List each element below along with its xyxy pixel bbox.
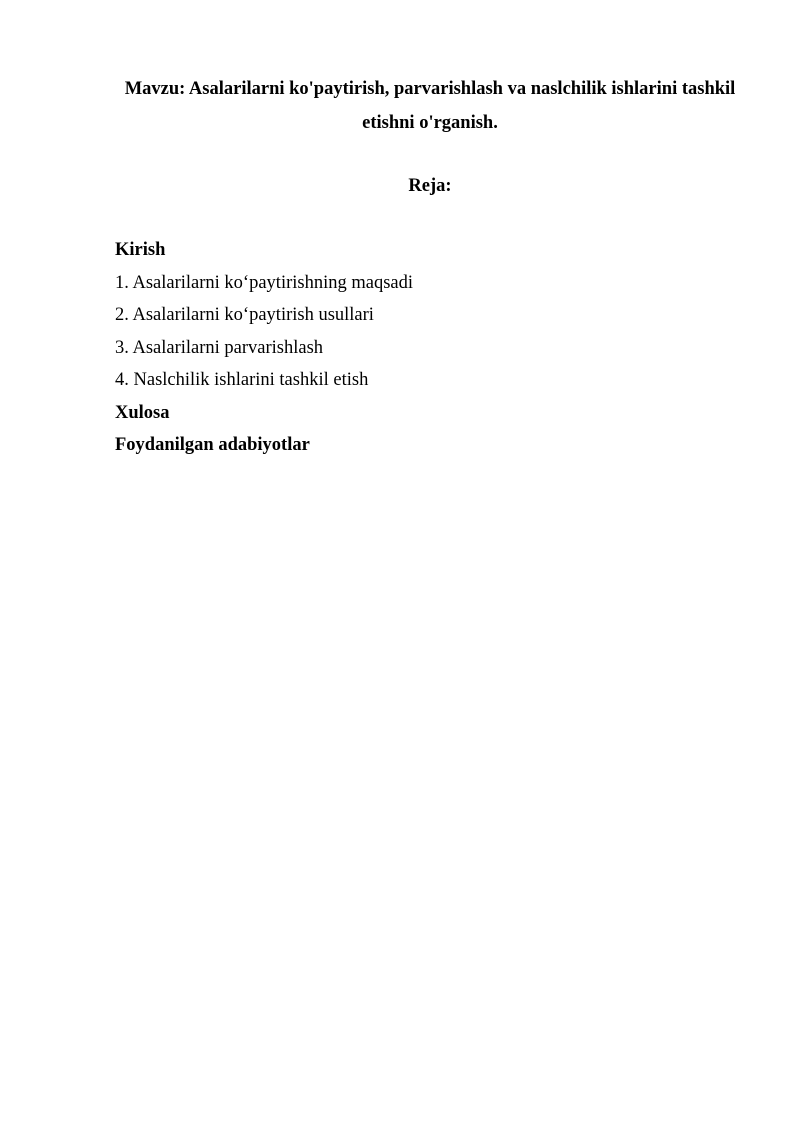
plan-item-1: 1. Asalarilarni ko‘paytirishning maqsadi <box>115 272 413 293</box>
document-title <box>100 72 760 140</box>
plan-heading: Reja: <box>408 176 452 196</box>
plan-list <box>115 234 735 462</box>
plan-item-kirish: Kirish <box>115 240 166 260</box>
plan-item-xulosa: Xulosa <box>115 402 170 423</box>
plan-item-adabiyotlar: Foydanilgan adabiyotlar <box>115 435 310 455</box>
plan-item-3: 3. Asalarilarni parvarishlash <box>115 337 324 358</box>
title-line-1: Mavzu: Asalarilarni ko'paytirish, parvarishlash va naslchilik ishlarini tashkil <box>124 79 736 99</box>
plan-item-4: 4. Naslchilik ishlarini tashkil etish <box>115 370 369 390</box>
title-line-2: etishni o'rganish. <box>362 113 498 133</box>
plan-item-2: 2. Asalarilarni ko‘paytirish usullari <box>115 305 374 325</box>
